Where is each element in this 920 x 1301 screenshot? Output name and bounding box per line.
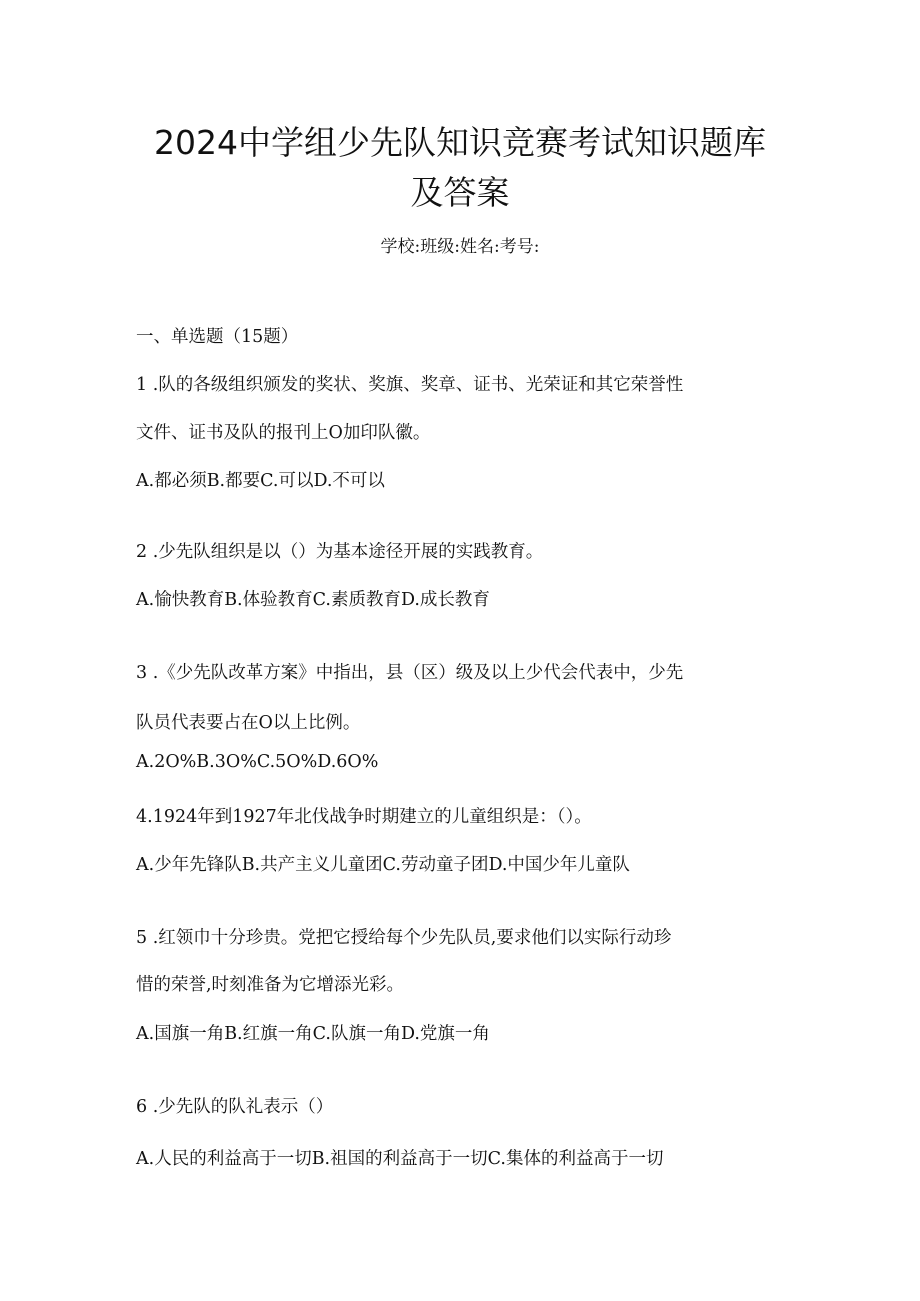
question-3-options: A.2O%B.3O%C.5O%D.6O% — [136, 752, 379, 772]
document-title-line-1: 2024中学组少先队知识竞赛考试知识题库 — [154, 123, 766, 162]
question-1-stem-line-1: 1 .队的各级组织颁发的奖状、奖旗、奖章、证书、光荣证和其它荣誉性 — [136, 375, 684, 395]
document-title-line-2: 及答案 — [410, 173, 510, 212]
question-5-options: A.国旗一角B.红旗一角C.队旗一角D.党旗一角 — [136, 1024, 490, 1044]
question-1-stem-line-2: 文件、证书及队的报刊上O加印队徽。 — [136, 423, 431, 443]
question-6-stem-line-1: 6 .少先队的队礼表示（） — [136, 1097, 334, 1117]
question-1-options: A.都必须B.都要C.可以D.不可以 — [136, 471, 385, 491]
question-5-stem-line-1: 5 .红领巾十分珍贵。党把它授给每个少先队员,要求他们以实际行动珍 — [136, 928, 672, 948]
section-heading: 一、单选题（15题） — [136, 327, 299, 347]
question-2-stem-line-1: 2 .少先队组织是以（）为基本途径开展的实践教育。 — [136, 542, 544, 562]
question-3-stem-line-2: 队员代表要占在O以上比例。 — [136, 713, 361, 733]
question-3-stem-line-1: 3 .《少先队改革方案》中指出，县（区）级及以上少代会代表中，少先 — [136, 663, 684, 683]
question-5-stem-line-2: 惜的荣誉,时刻准备为它增添光彩。 — [136, 975, 405, 995]
student-info-line: 学校:班级:姓名:考号: — [380, 237, 540, 257]
question-4-options: A.少年先锋队B.共产主义儿童团C.劳动童子团D.中国少年儿童队 — [136, 855, 630, 875]
question-4-stem-line-1: 4.1924年到1927年北伐战争时期建立的儿童组织是：（）。 — [136, 807, 592, 827]
question-2-options: A.愉快教育B.体验教育C.素质教育D.成长教育 — [136, 590, 490, 610]
question-6-options: A.人民的利益高于一切B.祖国的利益高于一切C.集体的利益高于一切 — [136, 1149, 664, 1169]
